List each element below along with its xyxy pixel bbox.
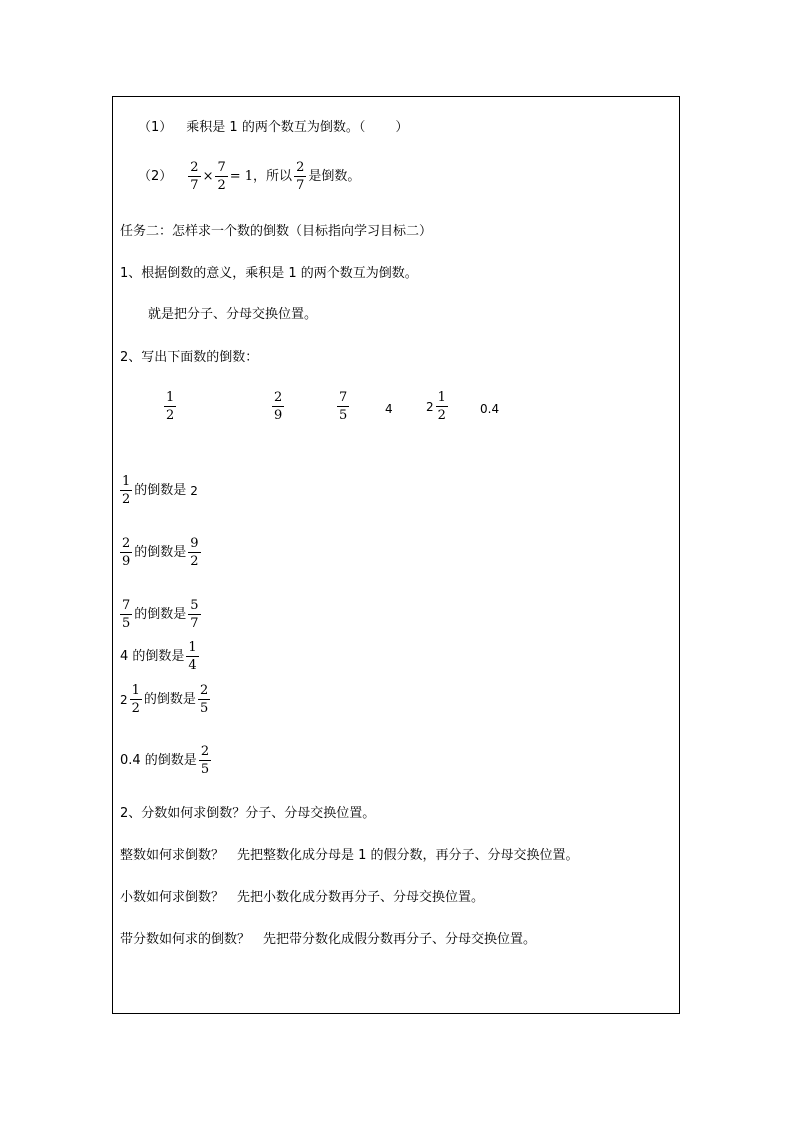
answer-text: 的倒数是 xyxy=(143,691,196,707)
paragraph-1: 1、根据倒数的意义，乘积是 1 的两个数互为倒数。 xyxy=(120,266,418,281)
denominator: 2 xyxy=(437,408,446,423)
denominator: 9 xyxy=(274,408,283,423)
number-item-5 xyxy=(426,390,450,423)
denominator: 7 xyxy=(190,178,199,193)
question-2-tail: 是倒数。 xyxy=(308,168,361,184)
numerator: 2 xyxy=(199,683,209,698)
summary-mixed-number: 带分数如何求的倒数？ 先把带分数化成假分数再分子、分母交换位置。 xyxy=(120,932,537,947)
question-2 xyxy=(138,160,360,193)
answer-lead: 0.4 的倒数是 xyxy=(120,752,197,768)
numerator: 7 xyxy=(122,598,131,613)
fraction-nine-halves xyxy=(188,536,200,569)
summary-integer: 整数如何求倒数？ 先把整数化成分母是 1 的假分数，再分子、分母交换位置。 xyxy=(120,848,579,863)
mixed-whole: 2 xyxy=(426,399,434,414)
fraction-two-sevenths xyxy=(294,160,306,193)
number-item-1 xyxy=(162,390,178,423)
numerator: 1 xyxy=(188,640,197,655)
fraction-two-ninths xyxy=(272,390,284,423)
denominator: 7 xyxy=(296,178,305,193)
question-1-close: ） xyxy=(395,120,409,135)
equals-one: = 1 xyxy=(229,168,254,184)
fraction-one-quarter xyxy=(186,640,198,673)
fraction-one-half xyxy=(164,390,176,423)
denominator: 2 xyxy=(217,178,226,193)
answer-3 xyxy=(120,598,203,631)
numerator: 2 xyxy=(274,390,283,405)
answer-1 xyxy=(120,474,198,507)
answer-6 xyxy=(120,744,213,777)
numerator: 1 xyxy=(122,474,131,489)
denominator: 9 xyxy=(122,554,131,569)
question-1-text: 乘积是 1 的两个数互为倒数。（ xyxy=(186,120,366,135)
denominator: 7 xyxy=(190,616,199,631)
numerator: 9 xyxy=(190,536,199,551)
numerator: 1 xyxy=(437,390,446,405)
fraction-seven-fifths xyxy=(337,390,349,423)
question-2-number: （2） xyxy=(138,168,173,184)
paragraph-2: 2、写出下面数的倒数： xyxy=(120,350,259,365)
number-item-3 xyxy=(335,390,351,423)
fraction-two-fifths xyxy=(199,744,211,777)
answer-text: 的倒数是 xyxy=(134,544,187,560)
numerator: 7 xyxy=(339,390,348,405)
fraction-five-sevenths xyxy=(188,598,200,631)
answer-5 xyxy=(120,683,212,716)
number-item-2 xyxy=(270,390,286,423)
numerator: 2 xyxy=(296,160,305,175)
question-1-number: （1） xyxy=(138,120,173,135)
answer-4 xyxy=(120,640,201,673)
summary-fraction: 2、分数如何求倒数？分子、分母交换位置。 xyxy=(120,806,376,821)
mixed-whole: 2 xyxy=(120,692,128,707)
fraction-seven-fifths xyxy=(120,598,132,631)
denominator: 4 xyxy=(188,658,197,673)
fraction-two-ninths xyxy=(120,536,132,569)
fraction-one-half xyxy=(130,683,142,716)
fraction-seven-halves xyxy=(215,160,227,193)
fraction-one-half xyxy=(120,474,132,507)
denominator: 5 xyxy=(339,408,348,423)
fraction-two-sevenths xyxy=(188,160,200,193)
numerator: 2 xyxy=(190,160,199,175)
numerator: 1 xyxy=(166,390,175,405)
numerator: 5 xyxy=(190,598,199,613)
numerator: 1 xyxy=(131,683,140,698)
fraction-two-fifths xyxy=(198,683,210,716)
numerator: 7 xyxy=(217,160,226,175)
question-2-mid: ，所以 xyxy=(253,168,293,184)
answer-text: 的倒数是 xyxy=(134,606,187,622)
question-1 xyxy=(138,120,408,136)
paragraph-1b: 就是把分子、分母交换位置。 xyxy=(148,307,318,322)
denominator: 2 xyxy=(190,554,199,569)
denominator: 5 xyxy=(200,762,210,777)
numerator: 2 xyxy=(122,536,131,551)
number-item-4: 4 xyxy=(385,402,393,416)
number-item-6: 0.4 xyxy=(480,402,500,416)
answer-result: 2 xyxy=(190,483,198,498)
denominator: 5 xyxy=(199,701,209,716)
summary-decimal: 小数如何求倒数？ 先把小数化成分数再分子、分母交换位置。 xyxy=(120,890,485,905)
answer-2 xyxy=(120,536,203,569)
numerator: 2 xyxy=(200,744,210,759)
times-sign: × xyxy=(202,168,214,184)
task-2-heading: 任务二：怎样求一个数的倒数（目标指向学习目标二） xyxy=(120,224,433,239)
denominator: 2 xyxy=(166,408,175,423)
fraction-one-half xyxy=(436,390,448,423)
denominator: 2 xyxy=(122,492,131,507)
answer-text: 的倒数是 xyxy=(134,482,187,498)
answer-lead: 4 的倒数是 xyxy=(120,648,185,664)
denominator: 2 xyxy=(131,701,140,716)
denominator: 5 xyxy=(122,616,131,631)
